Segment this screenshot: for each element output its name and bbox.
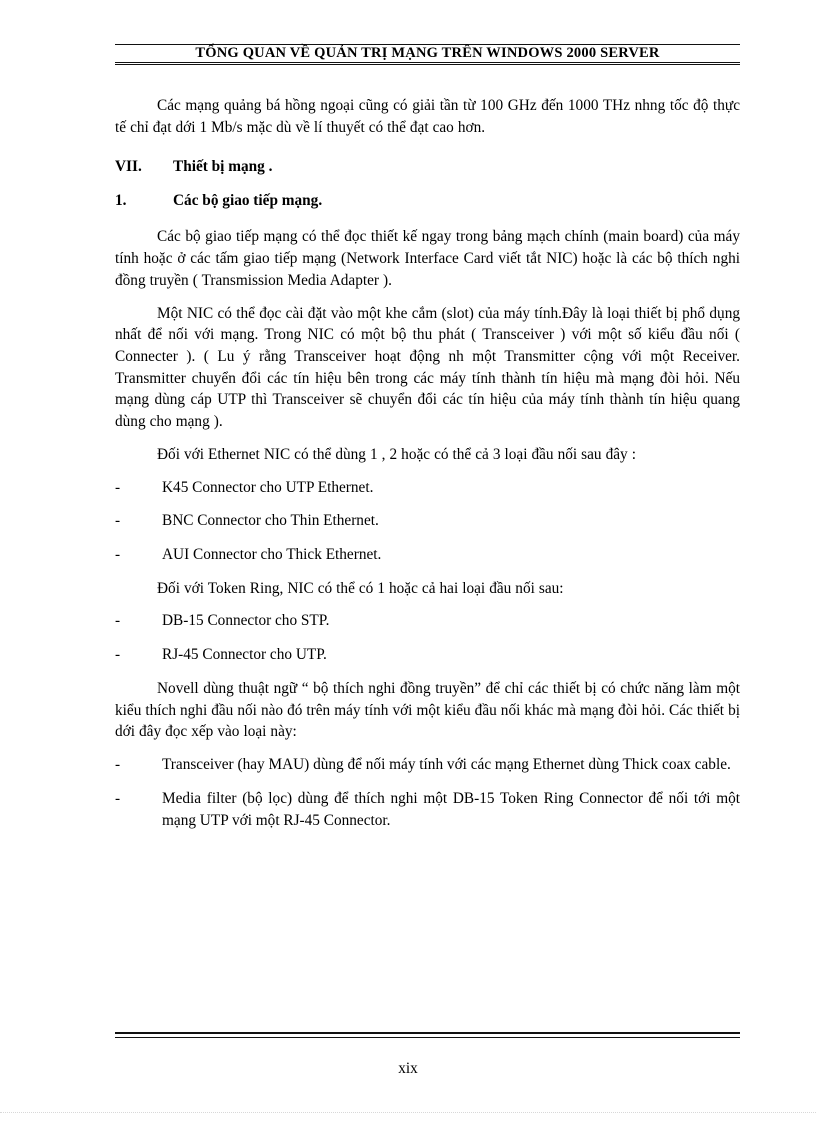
paragraph-intro: Các mạng quảng bá hồng ngoại cũng có giải tần từ 100 GHz đến 1000 THz nhng tốc độ thực tế chỉ đạt dới 1 Mb/s mặc dù về lí thuyết có thể đạt cao hơn. (115, 97, 740, 136)
list-item (115, 610, 740, 632)
list-dash-marker: - (115, 478, 121, 496)
list-dash-marker: - (115, 789, 121, 807)
paragraph-4: Đối với Token Ring, NIC có thể có 1 hoặc cả hai loại đầu nối sau: (157, 579, 564, 597)
ethernet-connector-list (115, 477, 740, 566)
paragraph-3: Đối với Ethernet NIC có thể dùng 1 , 2 hoặc có thể cả 3 loại đầu nối sau đây : (157, 445, 636, 463)
subsection-heading-1 (115, 191, 740, 211)
list-dash-marker: - (115, 646, 121, 664)
paragraph-5: Novell dùng thuật ngữ “ bộ thích nghi đồng truyền” để chỉ các thiết bị có chức năng làm một kiểu thích nghi đầu nối nào đó trên máy tính với một kiểu đầu nối khác mà mạng đòi hỏi. Các thiết bị dới đây đọc xếp vào loại này: (115, 679, 740, 741)
list-item-text: AUI Connector cho Thick Ethernet. (162, 546, 382, 564)
paragraph-2: Một NIC có thể đọc cài đặt vào một khe cắm (slot) của máy tính.Đây là loại thiết bị phổ dụng nhất để nối với mạng. Trong NIC có một bộ thu phát ( Transceiver ) với một số kiểu đầu nối ( Connecter ). ( Lu ý rằng Transceiver hoạt động nh một Transmitter cộng với một Receiver. Transmitter chuyển đổi các tín hiệu bên trong các máy tính thành tín hiệu mà mạng đòi hỏi. Nếu mạng dùng cáp UTP thì Transceiver sẽ chuyển đổi các tín hiệu của máy tính thành tín hiệu quang dùng cho mạng ). (115, 304, 740, 431)
adapter-device-list (115, 754, 740, 831)
paragraph-1: Các bộ giao tiếp mạng có thể đọc thiết kế ngay trong bảng mạch chính (main board) của máy tính hoặc ở các tấm giao tiếp mạng (Network Interface Card viết tắt NIC) hoặc là các bộ thích nghi đồng truyền ( Transmission Media Adapter ). (115, 228, 740, 289)
list-item (115, 510, 740, 532)
list-item-text: Media filter (bộ lọc) dùng để thích nghi một DB-15 Token Ring Connector để nối tới một mạng UTP với một RJ-45 Connector. (162, 789, 740, 829)
page-number: xix (398, 1060, 418, 1077)
list-item-text: BNC Connector cho Thin Ethernet. (162, 512, 379, 530)
section-heading-vii (115, 157, 740, 177)
list-dash-marker: - (115, 512, 121, 530)
header-spacer (115, 65, 740, 95)
tokenring-connector-list (115, 610, 740, 665)
list-item (115, 754, 740, 776)
list-item (115, 477, 740, 499)
section-title-vii: Thiết bị mạng . (173, 157, 273, 175)
list-item-text: RJ-45 Connector cho UTP. (162, 646, 327, 664)
list-item (115, 644, 740, 666)
subsection-number-1: 1. (115, 191, 127, 209)
header-title: TỔNG QUAN VỀ QUẢN TRỊ MẠNG TRÊN WINDOWS 2000 SERVER (195, 45, 660, 61)
list-dash-marker: - (115, 546, 121, 564)
page-content (115, 44, 740, 843)
list-dash-marker: - (115, 612, 121, 630)
footer-bottom-rule (115, 1037, 740, 1038)
list-item (115, 544, 740, 566)
list-item-text: Transceiver (hay MAU) dùng để nối máy tính với các mạng Ethernet dùng Thick coax cable. (162, 756, 731, 774)
list-item (115, 788, 740, 831)
page-header (115, 44, 740, 65)
header-bottom-rule (115, 62, 740, 63)
page-bottom-edge (0, 1112, 816, 1113)
list-item-text: K45 Connector cho UTP Ethernet. (162, 478, 374, 496)
section-number-vii: VII. (115, 157, 142, 175)
list-item-text: DB-15 Connector cho STP. (162, 612, 330, 630)
footer-top-rule (115, 1032, 740, 1034)
list-dash-marker: - (115, 756, 121, 774)
subsection-title-1: Các bộ giao tiếp mạng. (173, 191, 323, 209)
